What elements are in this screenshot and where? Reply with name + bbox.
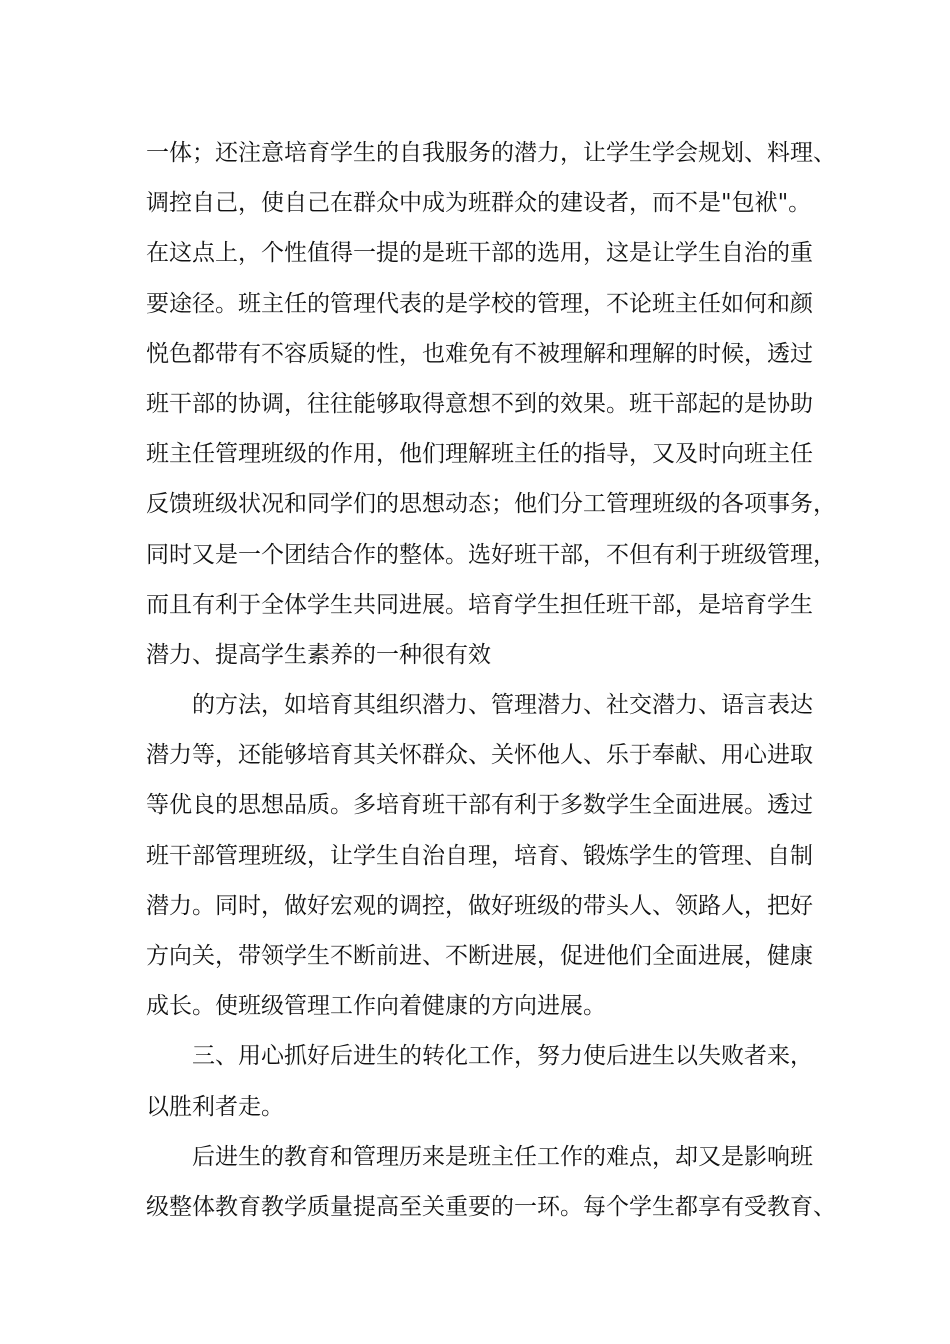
document-body: [146, 128, 836, 1232]
text-line: 以胜利者走。: [146, 1093, 284, 1120]
text-line: 反馈班级状况和同学们的思想动态；他们分工管理班级的各项事务，: [146, 491, 836, 518]
text-line: 成长。使班级管理工作向着健康的方向进展。: [146, 993, 606, 1020]
text-line: 在这点上，个性值得一提的是班干部的选用，这是让学生自治的重: [146, 240, 813, 267]
text-line: 要途径。班主任的管理代表的是学校的管理，不论班主任如何和颜: [146, 290, 813, 317]
text-line: 潜力。同时，做好宏观的调控，做好班级的带头人、领路人，把好: [146, 892, 813, 919]
text-line: 班主任管理班级的作用，他们理解班主任的指导，又及时向班主任: [146, 441, 813, 468]
text-line: 等优良的思想品质。多培育班干部有利于多数学生全面进展。透过: [146, 792, 813, 819]
text-line: 同时又是一个团结合作的整体。选好班干部，不但有利于班级管理，: [146, 541, 836, 568]
text-line: 班干部的协调，往往能够取得意想不到的效果。班干部起的是协助: [146, 390, 813, 417]
text-line: 潜力、提高学生素养的一种很有效: [146, 641, 491, 668]
text-line: 悦色都带有不容质疑的性，也难免有不被理解和理解的时候，透过: [146, 340, 813, 367]
text-line: 后进生的教育和管理历来是班主任工作的难点，却又是影响班: [192, 1143, 813, 1170]
text-line: 调控自己，使自己在群众中成为班群众的建设者，而不是"包袱"。: [146, 190, 812, 217]
text-line: 而且有利于全体学生共同进展。培育学生担任班干部，是培育学生: [146, 591, 813, 618]
text-line: 方向关，带领学生不断前进、不断进展，促进他们全面进展，健康: [146, 943, 813, 969]
text-line: 一体；还注意培育学生的自我服务的潜力，让学生学会规划、料理、: [146, 140, 836, 166]
text-line: 三、用心抓好后进生的转化工作，努力使后进生以失败者来，: [192, 1043, 813, 1070]
text-line: 潜力等，还能够培育其关怀群众、关怀他人、乐于奉献、用心进取: [146, 742, 813, 769]
text-line: 班干部管理班级，让学生自治自理，培育、锻炼学生的管理、自制: [146, 842, 813, 869]
text-line: 级整体教育教学质量提高至关重要的一环。每个学生都享有受教育、: [146, 1193, 836, 1220]
text-line: 的方法，如培育其组织潜力、管理潜力、社交潜力、语言表达: [192, 692, 813, 719]
